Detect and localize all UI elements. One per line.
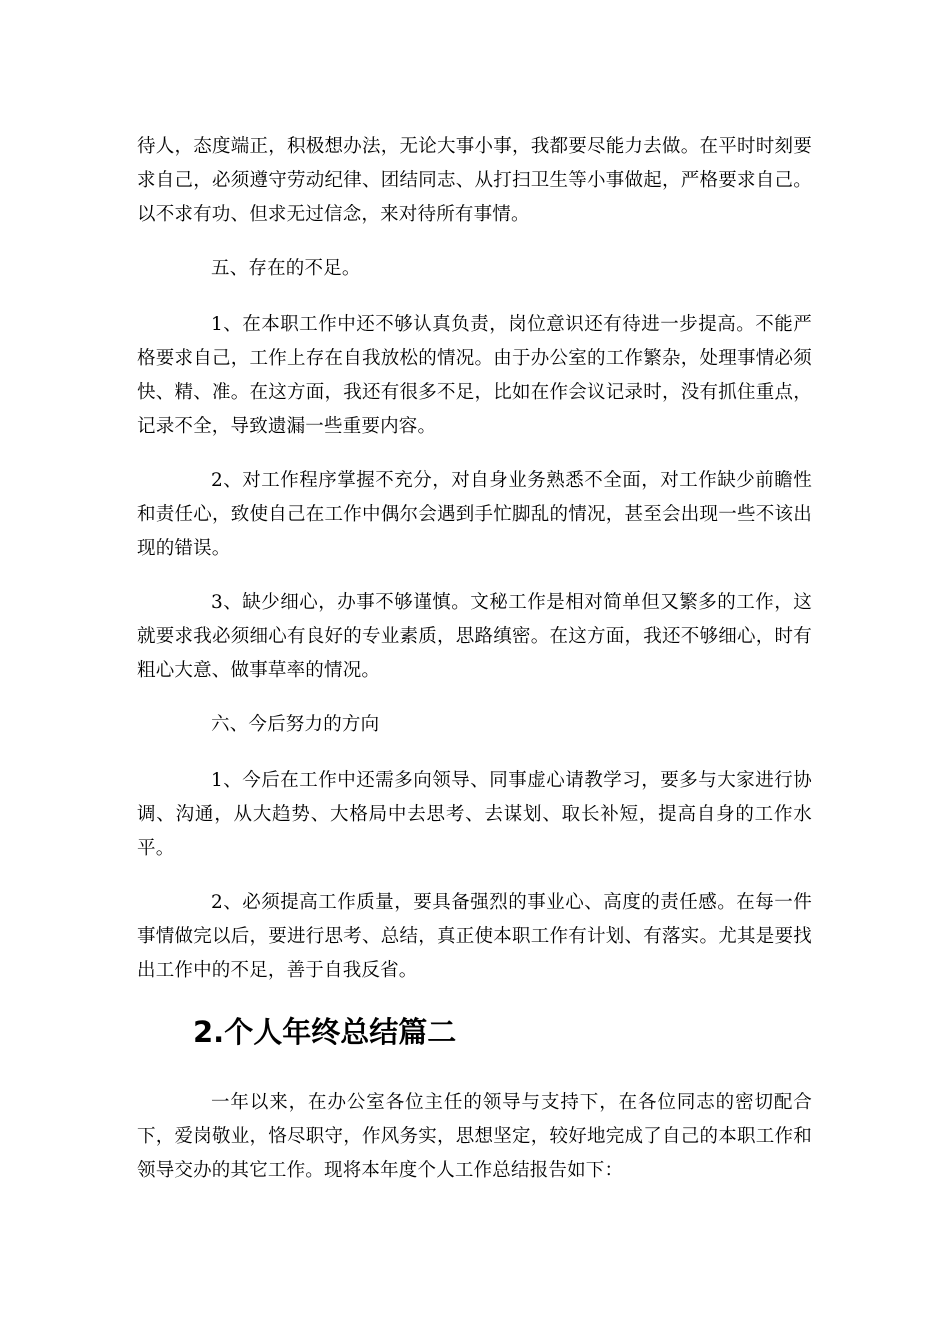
paragraph-future-1: 1、今后在工作中还需多向领导、同事虚心请教学习，要多与大家进行协调、沟通，从大趋势、大格局中去思考、去谋划、取长补短，提高自身的工作水平。 <box>137 770 812 859</box>
paragraph-continuation: 待人，态度端正，积极想办法，无论大事小事，我都要尽能力去做。在平时时刻要求自己，必须遵守劳动纪律、团结同志、从打扫卫生等小事做起，严格要求自己。以不求有功、但求无过信念，来对待所有事情。 <box>137 136 812 225</box>
paragraph-shortcoming-2: 2、对工作程序掌握不充分，对自身业务熟悉不全面，对工作缺少前瞻性和责任心，致使自己在工作中偶尔会遇到手忙脚乱的情况，甚至会出现一些不该出现的错误。 <box>137 470 812 559</box>
section-title: 2.个人年终总结篇二 <box>193 1015 457 1049</box>
paragraph-shortcoming-3: 3、缺少细心，办事不够谨慎。文秘工作是相对简单但又繁多的工作，这就要求我必须细心有良好的专业素质，思路缜密。在这方面，我还不够细心，时有粗心大意、做事草率的情况。 <box>137 592 812 681</box>
paragraph-shortcoming-1: 1、在本职工作中还不够认真负责，岗位意识还有待进一步提高。不能严格要求自己，工作上存在自我放松的情况。由于办公室的工作繁杂，处理事情必须快、精、准。在这方面，我还有很多不足，比如在作会议记录时，没有抓住重点，记录不全，导致遗漏一些重要内容。 <box>137 314 812 437</box>
section-heading-shortcomings: 五、存在的不足。 <box>211 258 361 279</box>
section-heading-future: 六、今后努力的方向 <box>211 714 380 735</box>
paragraph-intro: 一年以来，在办公室各位主任的领导与支持下，在各位同志的密切配合下，爱岗敬业，恪尽职守，作风务实，思想坚定，较好地完成了自己的本职工作和领导交办的其它工作。现将本年度个人工作总结报告如下： <box>137 1092 812 1181</box>
paragraph-future-2: 2、必须提高工作质量，要具备强烈的事业心、高度的责任感。在每一件事情做完以后，要进行思考、总结，真正使本职工作有计划、有落实。尤其是要找出工作中的不足，善于自我反省。 <box>137 892 812 981</box>
